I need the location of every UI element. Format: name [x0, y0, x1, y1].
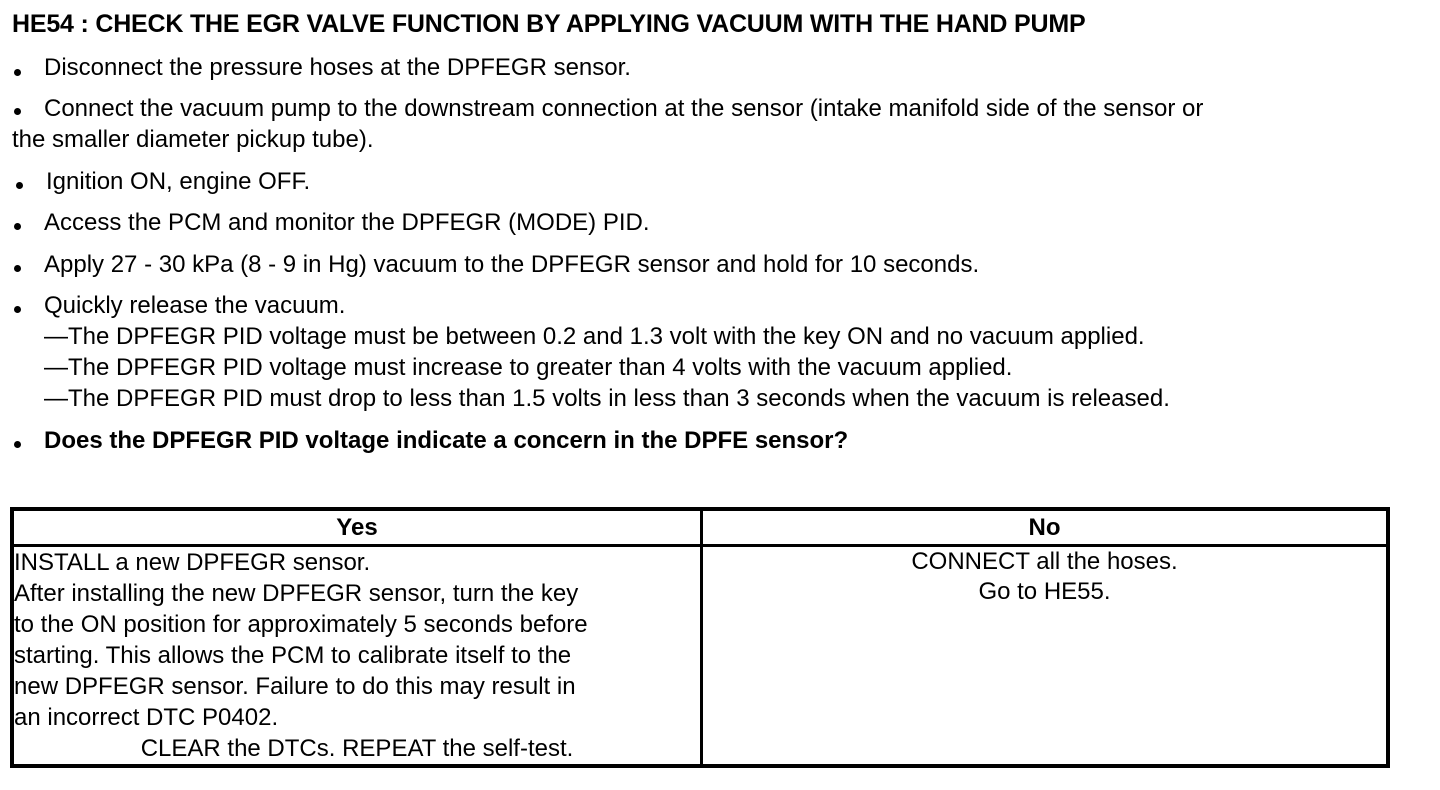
yes-line: starting. This allows the PCM to calibrate itself to the — [14, 642, 572, 669]
yes-line: After installing the new DPFEGR sensor, turn the key — [14, 580, 579, 607]
bullet-icon — [16, 182, 23, 189]
step-text: Connect the vacuum pump to the downstream connection at the sensor (intake manifold side of the sensor or — [44, 95, 1204, 122]
yes-cell — [12, 546, 702, 767]
question-text: Does the DPFEGR PID voltage indicate a concern in the DPFE sensor? — [44, 427, 849, 454]
step-text: Disconnect the pressure hoses at the DPFEGR sensor. — [44, 54, 631, 81]
bullet-icon — [14, 108, 21, 115]
bullet-icon — [14, 69, 21, 76]
yes-line: CLEAR the DTCs. REPEAT the self-test. — [140, 735, 574, 762]
yes-header: Yes — [12, 509, 702, 546]
step-item — [12, 166, 311, 197]
yes-line: to the ON position for approximately 5 seconds before — [14, 611, 588, 638]
step-text: Apply 27 - 30 kPa (8 - 9 in Hg) vacuum to the DPFEGR sensor and hold for 10 seconds. — [44, 251, 980, 278]
sub-step: —The DPFEGR PID voltage must increase to greater than 4 volts with the vacuum applied. — [44, 354, 1013, 381]
bullet-icon — [14, 223, 21, 230]
question-item — [12, 425, 849, 456]
step-item — [12, 52, 631, 83]
yes-line: INSTALL a new DPFEGR sensor. — [14, 549, 371, 576]
step-item — [12, 93, 1204, 124]
step-item — [12, 207, 650, 238]
yes-line: new DPFEGR sensor. Failure to do this may result in — [14, 673, 576, 700]
step-text: Ignition ON, engine OFF. — [46, 168, 311, 195]
step-continuation — [12, 124, 374, 155]
step-item — [12, 290, 346, 321]
yes-no-table — [10, 507, 1390, 768]
bullet-icon — [14, 441, 21, 448]
sub-step: —The DPFEGR PID must drop to less than 1.5 volts in less than 3 seconds when the vacuum is released. — [44, 385, 1170, 412]
step-text: Quickly release the vacuum. — [44, 292, 346, 319]
step-text: Access the PCM and monitor the DPFEGR (MODE) PID. — [44, 209, 650, 236]
page-title: HE54 : CHECK THE EGR VALVE FUNCTION BY APPLYING VACUUM WITH THE HAND PUMP — [12, 10, 1086, 38]
no-line: CONNECT all the hoses. — [911, 548, 1178, 575]
no-cell — [702, 546, 1389, 767]
step-item — [12, 249, 980, 280]
no-line: Go to HE55. — [978, 578, 1111, 605]
no-header: No — [702, 509, 1389, 546]
bullet-icon — [14, 306, 21, 313]
yes-line: an incorrect DTC P0402. — [14, 704, 279, 731]
sub-step: —The DPFEGR PID voltage must be between 0.2 and 1.3 volt with the key ON and no vacuum applied. — [44, 323, 1145, 350]
bullet-icon — [14, 265, 21, 272]
step-text: the smaller diameter pickup tube). — [12, 126, 374, 153]
